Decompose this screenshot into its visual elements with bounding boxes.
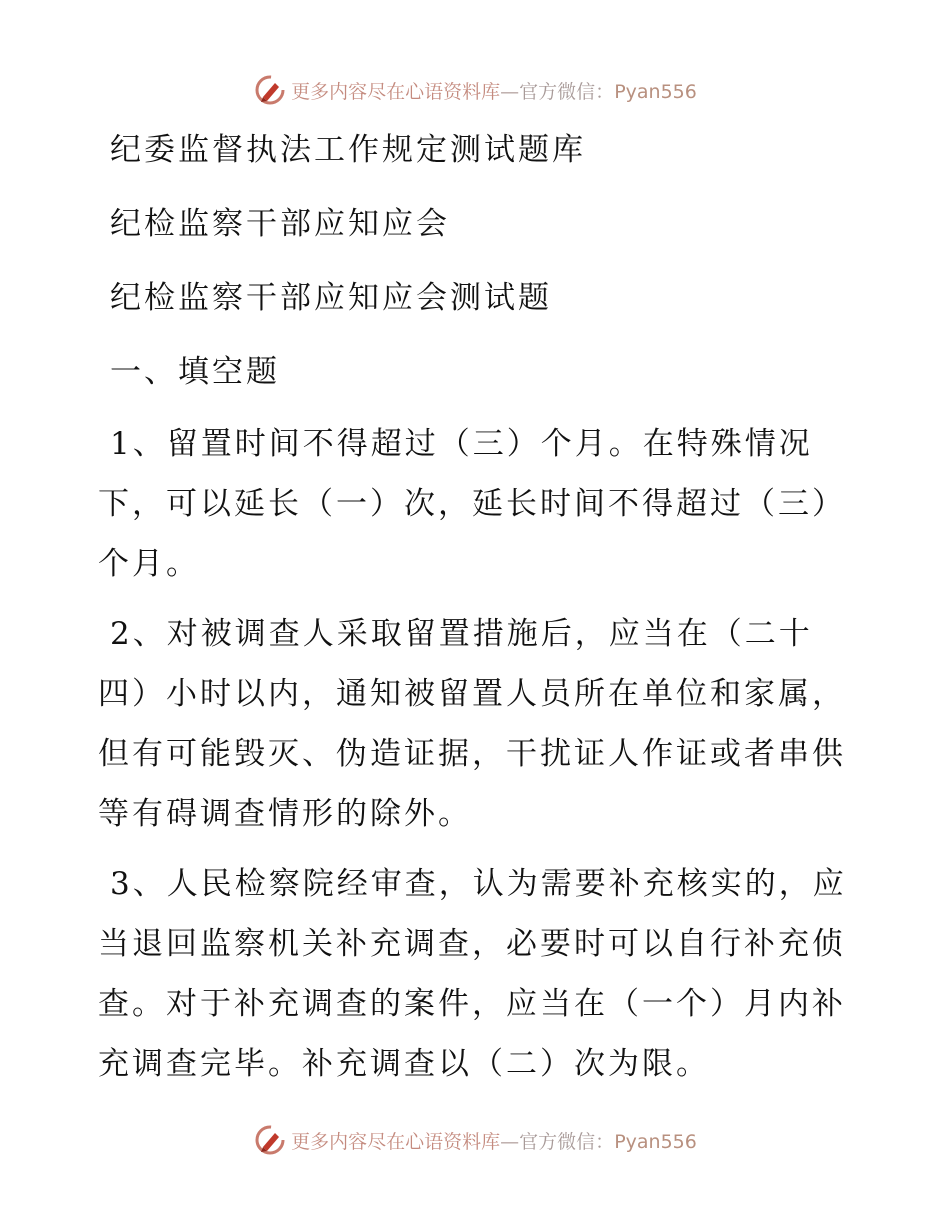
question-1: 1、留置时间不得超过（三）个月。在特殊情况下，可以延长（一）次，延长时间不得超过（三）个月。: [98, 426, 846, 582]
watermark-footer: [0, 1120, 950, 1160]
watermark-wechat-label: 官方微信：: [519, 80, 615, 103]
watermark-separator: —: [500, 1130, 520, 1153]
doc-test-title: 纪检监察干部应知应会测试题: [110, 280, 552, 316]
watermark-separator: —: [500, 80, 520, 103]
watermark-site: 更多内容尽在心语资料库: [291, 1130, 501, 1153]
watermark-wechat-label: 官方微信：: [519, 1130, 615, 1153]
question-3: 3、人民检察院经审查，认为需要补充核实的，应当退回监察机关补充调查，必要时可以自行补充侦查。对于补充调查的案件，应当在（一个）月内补充调查完毕。补充调查以（二）次为限。: [98, 866, 847, 1082]
watermark-text: [291, 1127, 697, 1154]
doc-title: 纪委监督执法工作规定测试题库: [110, 132, 586, 168]
pen-nib-logo-icon: [253, 1123, 287, 1157]
pen-nib-logo-icon: [253, 73, 287, 107]
watermark-account: Pyan556: [614, 1130, 697, 1153]
watermark-text: [291, 77, 697, 104]
doc-subtitle: 纪检监察干部应知应会: [110, 206, 450, 242]
watermark-account: Pyan556: [614, 80, 697, 103]
watermark-header: [0, 70, 950, 110]
watermark-site: 更多内容尽在心语资料库: [291, 80, 501, 103]
question-2: 2、对被调查人采取留置措施后，应当在（二十四）小时以内，通知被留置人员所在单位和家属，但有可能毁灭、伪造证据，干扰证人作证或者串供等有碍调查情形的除外。: [98, 616, 846, 832]
section-heading-fill-blank: 一、填空题: [110, 354, 280, 390]
